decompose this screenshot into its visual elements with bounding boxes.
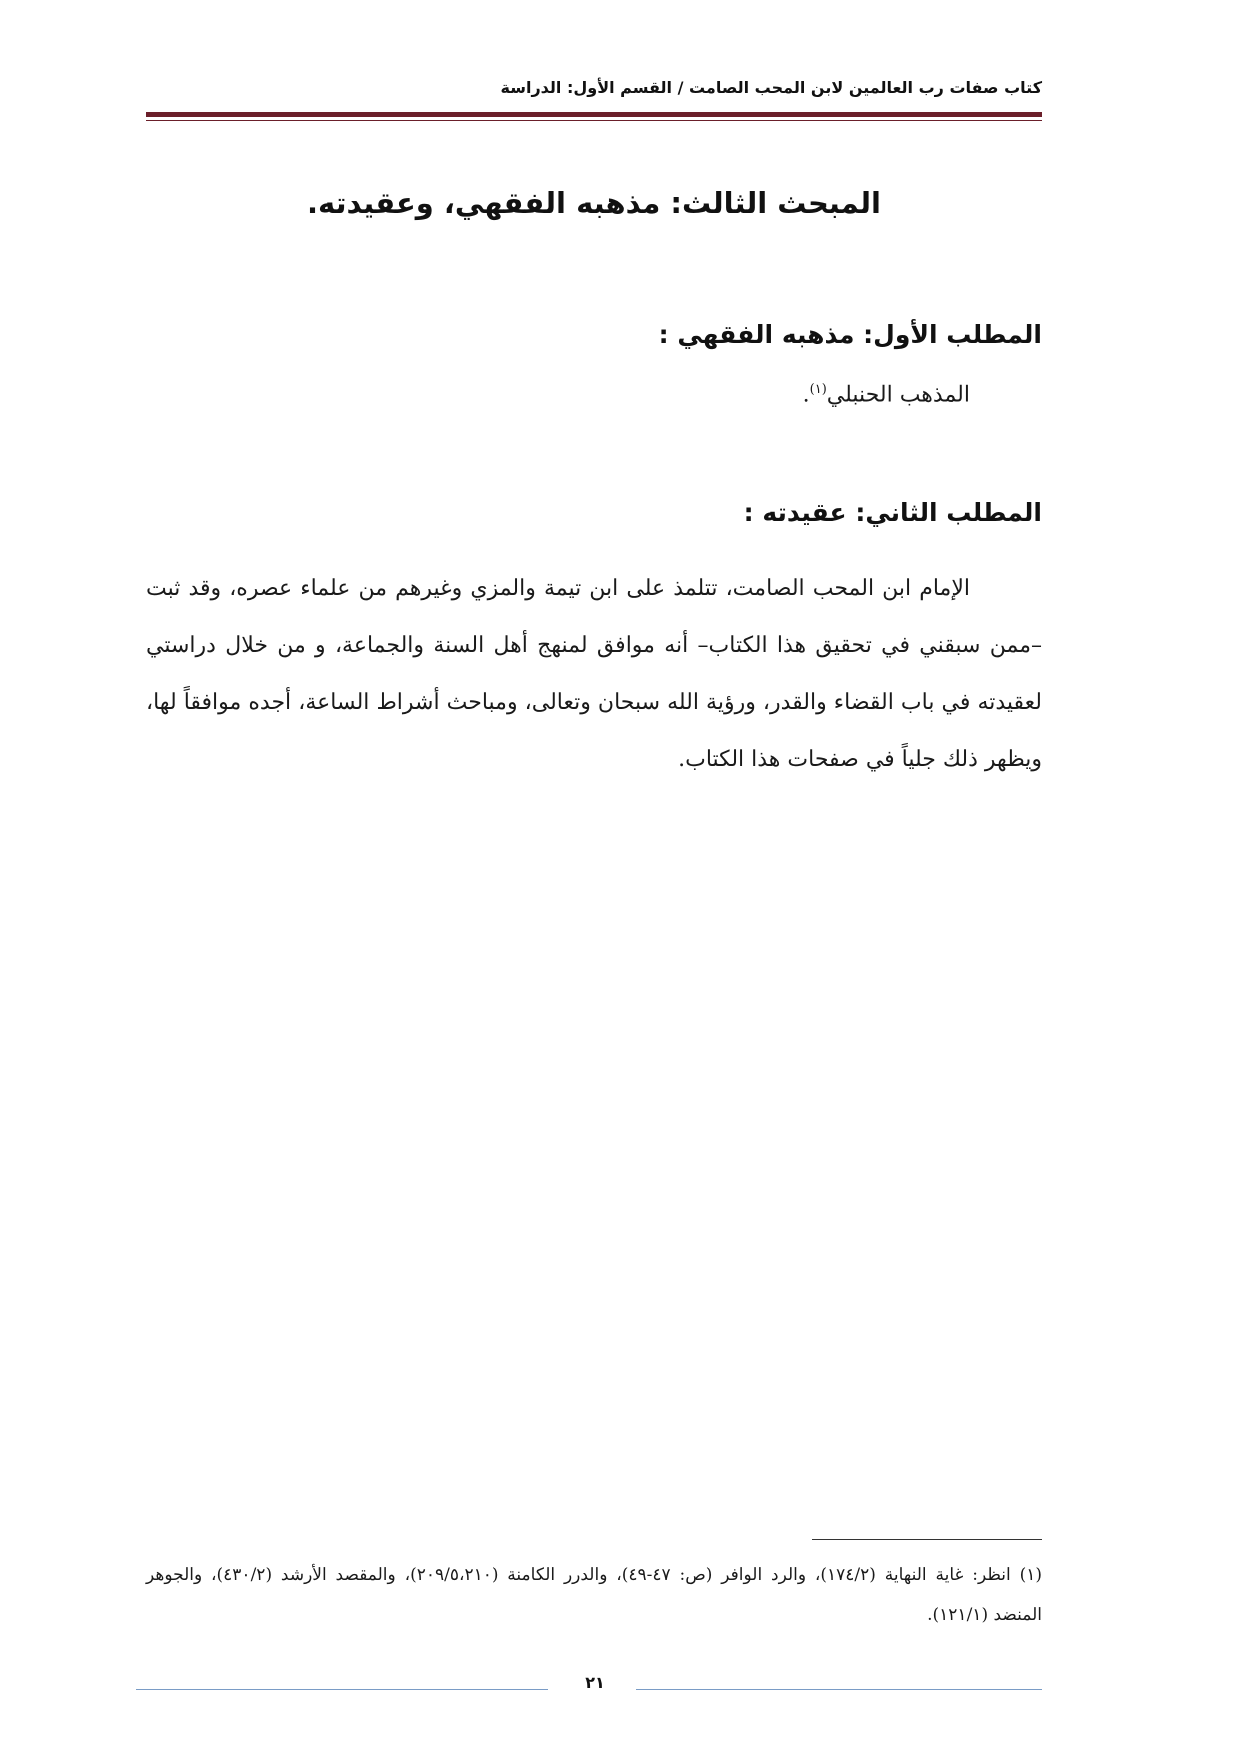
section-heading-aqidah: المطلب الثاني: عقيدته : bbox=[743, 498, 1042, 527]
madhhab-line bbox=[146, 382, 1042, 407]
madhhab-end: . bbox=[802, 382, 810, 408]
footnote-rule bbox=[812, 1539, 1042, 1540]
body-paragraph: الإمام ابن المحب الصامت، تتلمذ على ابن تيمة والمزي وغيرهم من علماء عصره، وقد ثبت –ممن سبقني في تحقيق هذا الكتاب– أنه موافق لمنهج أهل السنة والجماعة، و من خلال دراستي لعقيدته في باب القضاء والقدر، ورؤية الله سبحان وتعالى، ومباحث أشراط الساعة، أجده موافقاً لها، ويظهر ذلك جلياً في صفحات هذا الكتاب. bbox=[146, 576, 1042, 772]
header-rule bbox=[146, 112, 1042, 117]
footer-rule-left bbox=[136, 1689, 548, 1690]
section-heading-madhhab: المطلب الأول: مذهبه الفقهي : bbox=[658, 320, 1042, 349]
page-number: ٢١ bbox=[585, 1673, 605, 1692]
header-rule-thin bbox=[146, 120, 1042, 121]
running-header: كتاب صفات رب العالمين لابن المحب الصامت / القسم الأول: الدراسة bbox=[500, 78, 1042, 97]
chapter-title: المبحث الثالث: مذهبه الفقهي، وعقيدته. bbox=[307, 186, 881, 220]
footnote: (١) انظر: غاية النهاية (١٧٤/٢)، والرد الوافر (ص: ٤٧-٤٩)، والدرر الكامنة (٢٠٩/٥،٢١٠)، والمقصد الأرشد (٤٣٠/٢)، والجوهر المنضد (١٢١/١). bbox=[146, 1565, 1042, 1625]
footnote-marker[interactable]: (١) bbox=[809, 382, 827, 397]
footer-rule-right bbox=[636, 1689, 1042, 1690]
madhhab-text: المذهب الحنبلي bbox=[826, 382, 970, 408]
